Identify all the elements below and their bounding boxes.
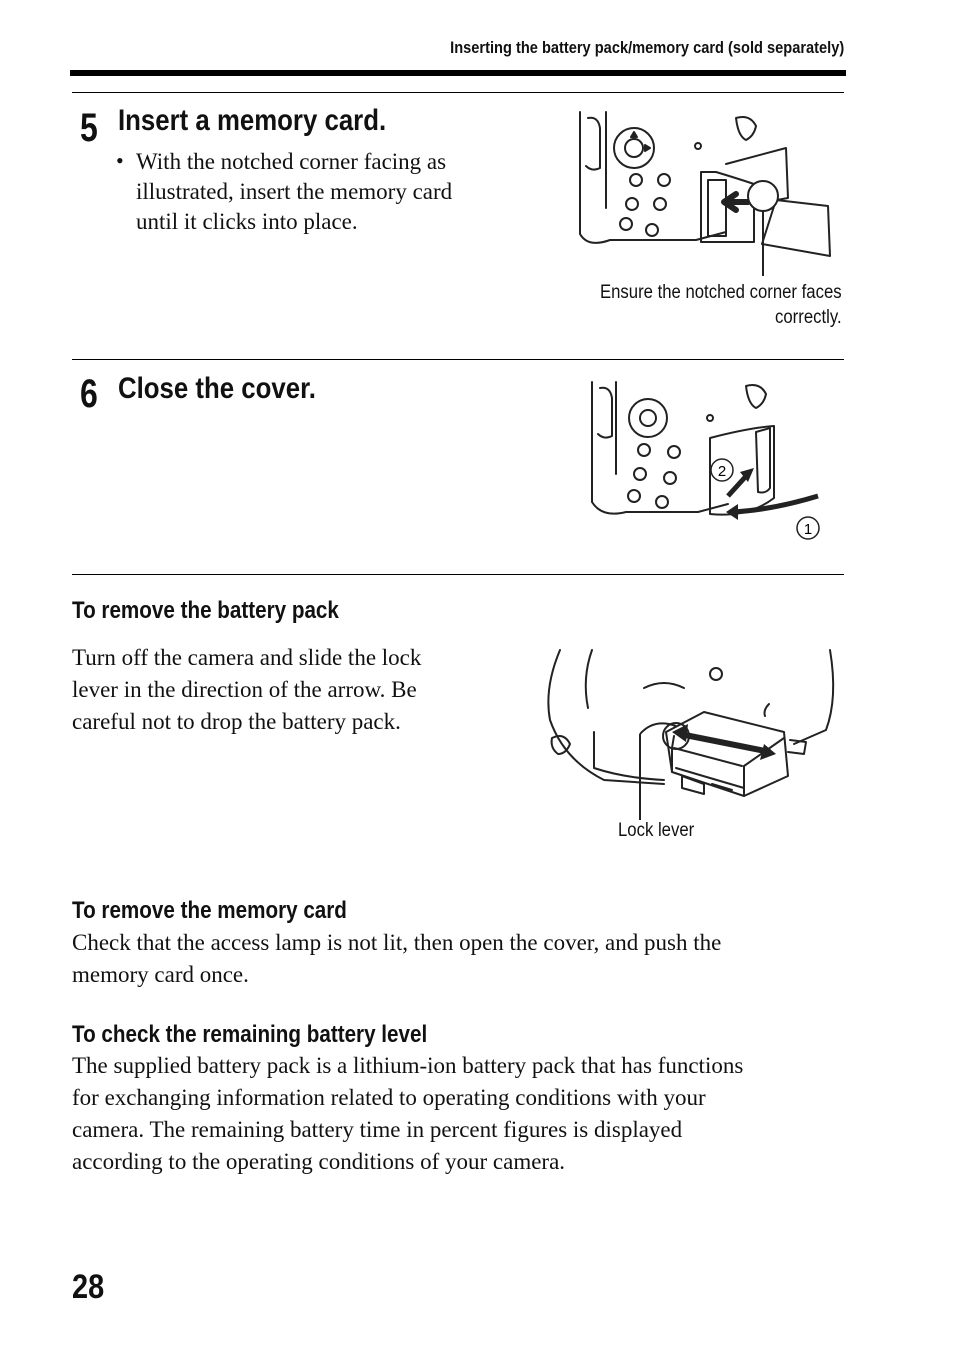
remove-battery-heading: To remove the battery pack: [72, 597, 339, 624]
remove-battery-text: [72, 642, 492, 738]
section-divider-step6: [72, 359, 844, 360]
text-line: camera. The remaining battery time in percent figures is displayed: [72, 1117, 683, 1142]
memory-card-insertion-illustration: [576, 108, 840, 278]
close-cover-illustration: [588, 378, 828, 548]
section-divider-remove: [72, 574, 844, 575]
text-line: lever in the direction of the arrow. Be: [72, 677, 417, 702]
text-line: careful not to drop the battery pack.: [72, 709, 401, 734]
battery-level-heading: To check the remaining battery level: [72, 1021, 428, 1048]
step-5-number: 5: [80, 106, 98, 150]
header-rule: [70, 70, 846, 76]
text-line: Check that the access lamp is not lit, then open the cover, and push the: [72, 930, 722, 955]
remove-card-text: [72, 927, 852, 991]
notch-caption: [600, 280, 842, 330]
caption-line: Ensure the notched corner faces: [600, 282, 842, 303]
text-line: With the notched corner facing as: [136, 149, 447, 174]
step-marker-2: 2: [717, 463, 727, 480]
page-number: 28: [72, 1268, 105, 1306]
text-line: according to the operating conditions of your camera.: [72, 1149, 566, 1174]
step-5-title: Insert a memory card.: [118, 104, 387, 137]
running-header: Inserting the battery pack/memory card (sold separately): [449, 38, 844, 57]
lock-lever-caption: Lock lever: [618, 820, 695, 841]
section-divider-step5: [72, 92, 844, 93]
text-line: illustrated, insert the memory card: [136, 179, 453, 204]
text-line: memory card once.: [72, 962, 249, 987]
text-line: for exchanging information related to operating conditions with your: [72, 1085, 706, 1110]
battery-level-text: [72, 1050, 852, 1178]
caption-line: correctly.: [775, 307, 842, 328]
text-line: Turn off the camera and slide the lock: [72, 645, 422, 670]
bullet-marker: •: [116, 148, 124, 173]
step-6-title: Close the cover.: [118, 372, 316, 405]
text-line: until it clicks into place.: [136, 209, 358, 234]
step-marker-1: 1: [803, 521, 813, 538]
text-line: The supplied battery pack is a lithium-ion battery pack that has functions: [72, 1053, 744, 1078]
battery-removal-illustration: [544, 648, 840, 832]
remove-card-heading: To remove the memory card: [72, 897, 347, 924]
step-5-instructions: [136, 147, 496, 237]
step-6-number: 6: [80, 372, 98, 416]
